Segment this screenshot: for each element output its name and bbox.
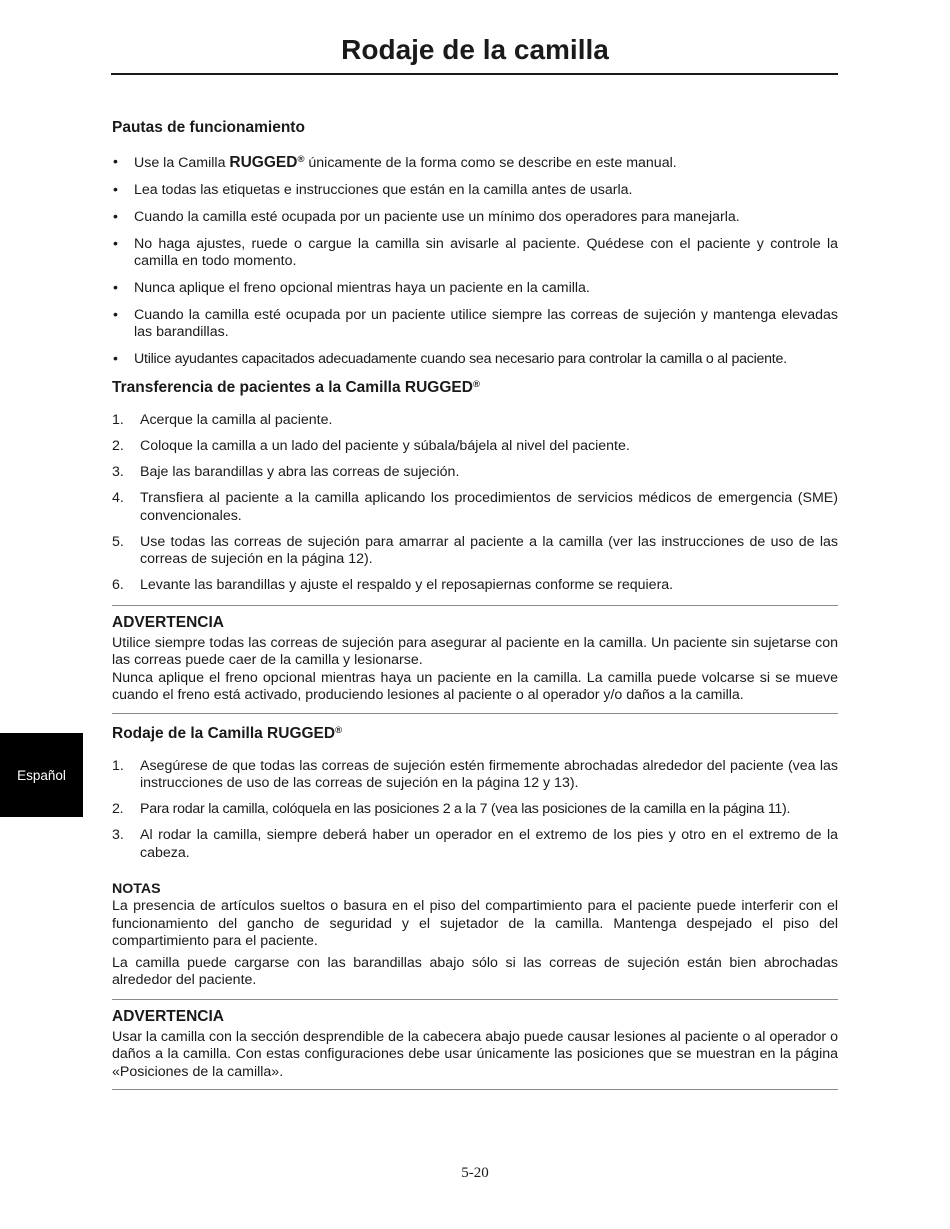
guideline-item: • Use la Camilla RUGGED® únicamente de la forma como se describe en este manual. xyxy=(112,154,838,173)
warning-text: Usar la camilla con la sección desprendible de la cabecera abajo puede causar lesiones al paciente o al operador o daños a la camilla. Con estas configuraciones debe usar únicamente las posiciones que se muestran en la página «Posiciones de la camilla». xyxy=(112,1028,838,1080)
guideline-item: • Nunca aplique el freno opcional mientras haya un paciente en la camilla. xyxy=(112,280,838,298)
warning-top-rule xyxy=(112,999,838,1000)
transfer-step: 3. Baje las barandillas y abra las correas de sujeción. xyxy=(112,464,460,481)
guideline-item: • Cuando la camilla esté ocupada por un paciente utilice siempre las correas de sujeción y mantenga elevadas las barandillas. xyxy=(112,307,838,342)
transfer-step: 1. Acerque la camilla al paciente. xyxy=(112,412,333,429)
warning-text: Utilice siempre todas las correas de sujeción para asegurar al paciente en la camilla. Un paciente sin sujetarse con las correas puede caer de la camilla y lesionarse. xyxy=(112,634,838,669)
warning-title: ADVERTENCIA xyxy=(112,1007,224,1025)
warning-top-rule xyxy=(112,605,838,606)
notes-title: NOTAS xyxy=(112,881,161,898)
transfer-step: 2. Coloque la camilla a un lado del paciente y súbala/bájela al nivel del paciente. xyxy=(112,438,630,455)
transfer-steps xyxy=(112,412,838,595)
guidelines-heading: Pautas de funcionamiento xyxy=(112,119,305,136)
language-tab: Español xyxy=(0,733,83,817)
notes-text: La presencia de artículos sueltos o basura en el piso del compartimiento para el paciente puede interferir con el funcionamiento del gancho de seguridad y el sujetador de la camilla. Mantenga despejado el piso del compartimiento para el paciente. xyxy=(112,898,838,950)
guideline-item: • Utilice ayudantes capacitados adecuadamente cuando sea necesario para controlar la camilla o al paciente. xyxy=(112,351,838,369)
rolling-heading: Rodaje de la Camilla RUGGED® xyxy=(112,724,343,742)
transfer-step: 6. Levante las barandillas y ajuste el respaldo y el reposapiernas conforme se requiera. xyxy=(112,577,674,594)
rolling-step: 2. Para rodar la camilla, colóquela en las posiciones 2 a la 7 (vea las posiciones de la camilla en la página 11). xyxy=(112,801,791,818)
guideline-item: • No haga ajustes, ruede o cargue la camilla sin avisarle al paciente. Quédese con el paciente y controle la camilla en todo momento. xyxy=(112,236,838,271)
notes-text: La camilla puede cargarse con las barandillas abajo sólo si las correas de sujeción están bien abrochadas alrededor del paciente. xyxy=(112,954,838,989)
registered-mark: ® xyxy=(472,379,480,391)
title-rule xyxy=(111,73,838,75)
warning-title: ADVERTENCIA xyxy=(112,613,224,631)
brand-name: RUGGED® xyxy=(229,154,305,171)
transfer-step: 4. Transfiera al paciente a la camilla aplicando los procedimientos de servicios médicos de emergencia (SME) convencionales. xyxy=(112,490,838,524)
registered-mark: ® xyxy=(335,724,343,736)
rolling-step: 3. Al rodar la camilla, siempre deberá haber un operador en el extremo de los pies y otro en el extremo de la cabeza. xyxy=(112,827,838,861)
transfer-heading: Transferencia de pacientes a la Camilla RUGGED® xyxy=(112,379,480,397)
guideline-item: • Lea todas las etiquetas e instrucciones que están en la camilla antes de usarla. xyxy=(112,182,838,200)
page-content xyxy=(112,118,838,1090)
warning-bottom-rule xyxy=(112,713,838,714)
warning-bottom-rule xyxy=(112,1089,838,1090)
registered-mark: ® xyxy=(297,154,305,165)
page-number: 5-20 xyxy=(461,1165,489,1181)
warning-text: Nunca aplique el freno opcional mientras haya un paciente en la camilla. La camilla puede volcarse si se mueve cuando el freno está activado, produciendo lesiones al paciente o al operador y/o daños a la camilla. xyxy=(112,669,838,704)
transfer-step: 5. Use todas las correas de sujeción para amarrar al paciente a la camilla (ver las instrucciones de uso de las correas de sujeción en la página 12). xyxy=(112,533,838,568)
rolling-steps xyxy=(112,758,838,863)
guideline-item: • Cuando la camilla esté ocupada por un paciente use un mínimo dos operadores para manejarla. xyxy=(112,209,838,227)
rolling-step: 1. Asegúrese de que todas las correas de sujeción estén firmemente abrochadas alrededor del paciente (vea las instrucciones de uso de las correas de sujeción en la página 12 y 13). xyxy=(112,757,838,792)
page-title: Rodaje de la camilla xyxy=(341,34,609,65)
guidelines-list xyxy=(112,154,838,369)
